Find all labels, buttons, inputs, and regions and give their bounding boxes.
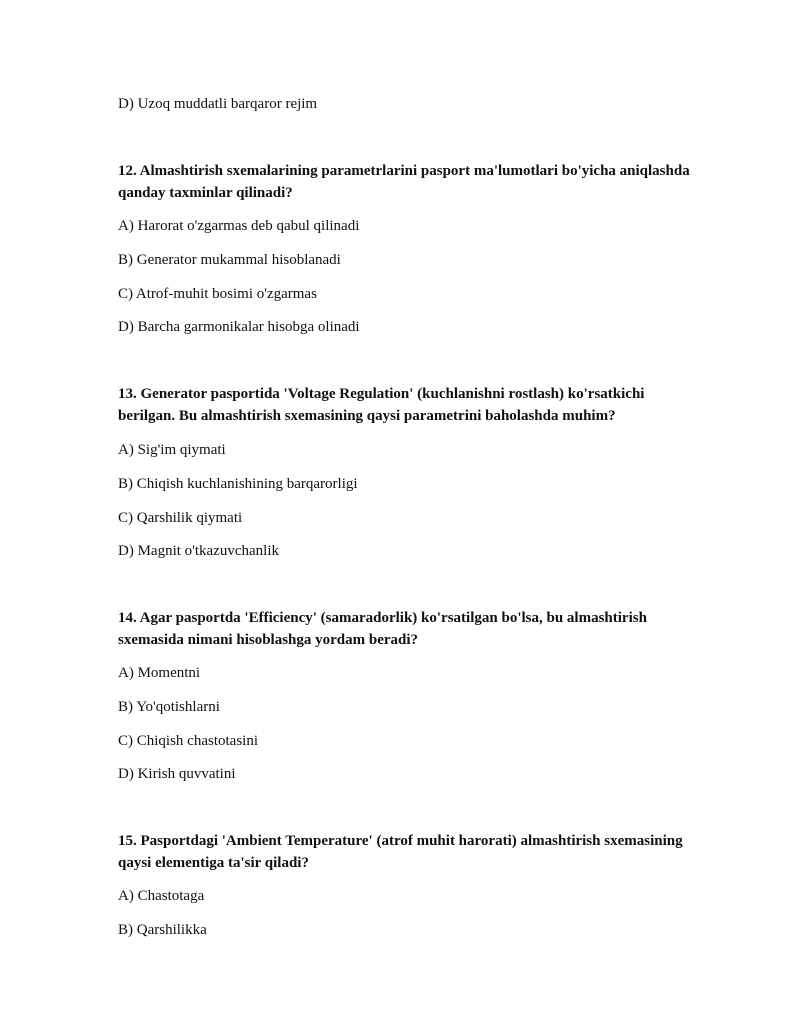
question-title: 13. Generator pasportida 'Voltage Regulation' (kuchlanishni rostlash) ko'rsatkichi berilgan. Bu almashtirish sxemasining qaysi parametrini baholashda muhim?: [118, 386, 645, 424]
document-page: [118, 0, 718, 1035]
answer-option: C) Atrof-muhit bosimi o'zgarmas: [118, 286, 317, 302]
answer-option: A) Chastotaga: [118, 888, 205, 904]
answer-option: B) Generator mukammal hisoblanadi: [118, 252, 341, 268]
answer-option: D) Uzoq muddatli barqaror rejim: [118, 96, 318, 112]
answer-option: B) Qarshilikka: [118, 922, 207, 938]
answer-option: B) Chiqish kuchlanishining barqarorligi: [118, 476, 358, 492]
question-title: 12. Almashtirish sxemalarining parametrlarini pasport ma'lumotlari bo'yicha aniqlashda qanday taxminlar qilinadi?: [118, 163, 690, 201]
question-title: 15. Pasportdagi 'Ambient Temperature' (atrof muhit harorati) almashtirish sxemasining qaysi elementiga ta'sir qiladi?: [118, 833, 683, 871]
question-title: 14. Agar pasportda 'Efficiency' (samaradorlik) ko'rsatilgan bo'lsa, bu almashtirish sxemasida nimani hisoblashga yordam beradi?: [118, 610, 647, 648]
answer-option: C) Chiqish chastotasini: [118, 733, 258, 749]
answer-option: A) Momentni: [118, 665, 201, 681]
answer-option: A) Sig'im qiymati: [118, 442, 226, 458]
answer-option: D) Kirish quvvatini: [118, 766, 236, 782]
answer-option: D) Magnit o'tkazuvchanlik: [118, 543, 279, 559]
answer-option: D) Barcha garmonikalar hisobga olinadi: [118, 319, 360, 335]
answer-option: B) Yo'qotishlarni: [118, 699, 220, 715]
answer-option: A) Harorat o'zgarmas deb qabul qilinadi: [118, 218, 360, 234]
answer-option: C) Qarshilik qiymati: [118, 510, 243, 526]
